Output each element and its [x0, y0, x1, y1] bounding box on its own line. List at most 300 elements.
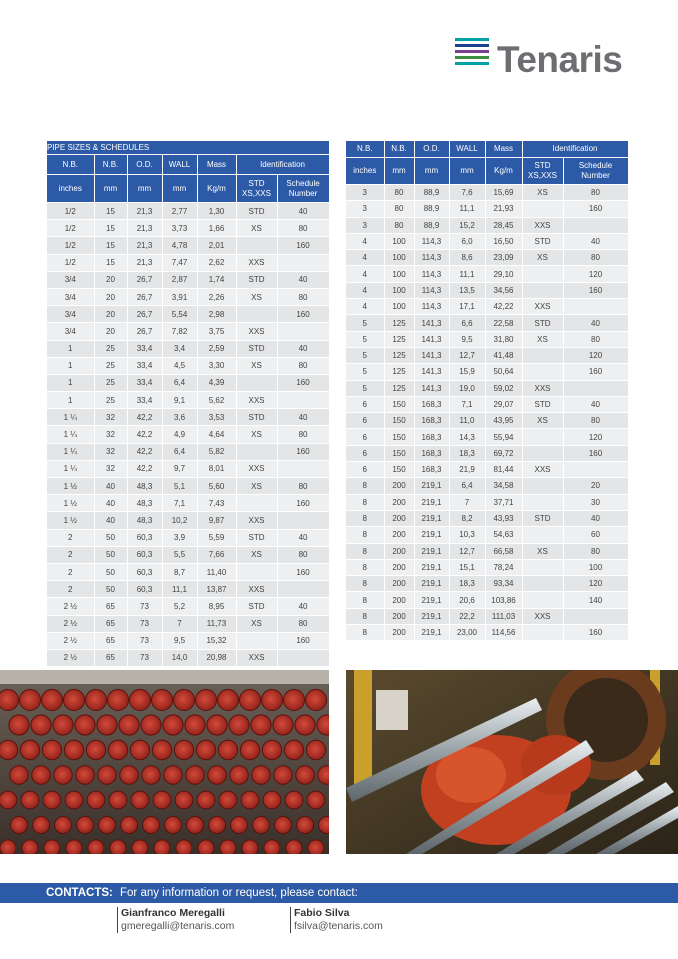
table-cell: 114,3	[414, 299, 449, 315]
table-cell: 141,3	[414, 347, 449, 363]
table-cell: 48,3	[127, 512, 162, 529]
table-cell: 60	[563, 527, 628, 543]
table-cell: 15,69	[485, 185, 522, 201]
pipe-end-cap	[87, 791, 105, 809]
table-cell: 219,1	[414, 625, 449, 641]
table-cell: 1/2	[47, 203, 94, 220]
table-cell: 3/4	[47, 323, 94, 340]
table-cell: 25	[94, 392, 127, 409]
table-cell: 100	[384, 233, 414, 249]
pipe-end-cap	[263, 791, 281, 809]
pipe-end-cap	[186, 766, 205, 785]
table-cell: 40	[563, 510, 628, 526]
table-cell: 80	[277, 220, 329, 237]
pipe-end-cap	[308, 840, 324, 854]
table-cell: 160	[277, 306, 329, 323]
pipe-end-cap	[240, 690, 261, 711]
photo-stacked-pipes	[0, 670, 329, 854]
col-header-mass: Mass	[485, 141, 522, 158]
table-cell: 219,1	[414, 559, 449, 575]
pipe-end-cap	[86, 690, 107, 711]
table-cell: 11,40	[197, 563, 236, 580]
table-cell: XXS	[522, 217, 563, 233]
table-cell	[277, 254, 329, 271]
unit-mm: mm	[127, 175, 162, 203]
unit-inches: inches	[346, 158, 384, 185]
table-cell: 88,9	[414, 217, 449, 233]
col-header-od: O.D.	[414, 141, 449, 158]
table-cell: 120	[563, 347, 628, 363]
table-cell: 11,1	[449, 266, 485, 282]
pipe-end-cap	[306, 740, 325, 759]
table-cell: 4,5	[162, 357, 197, 374]
table-cell: 6	[346, 462, 384, 478]
pipe-end-cap	[43, 791, 61, 809]
table-cell: 5,62	[197, 392, 236, 409]
table-cell: 15,1	[449, 559, 485, 575]
table-row	[346, 445, 628, 461]
table-cell: 5,2	[162, 598, 197, 615]
pipe-end-cap	[64, 740, 83, 759]
table-cell: 150	[384, 462, 414, 478]
table-cell: 2,59	[197, 340, 236, 357]
table-cell: 200	[384, 576, 414, 592]
pipe-end-cap	[219, 791, 237, 809]
pipe-end-cap	[44, 840, 60, 854]
table-cell: 168,3	[414, 445, 449, 461]
table-cell: 3,75	[197, 323, 236, 340]
table-cell: 200	[384, 625, 414, 641]
table-cell: 2,98	[197, 306, 236, 323]
pipe-end-cap	[131, 791, 149, 809]
table-cell: 7,1	[162, 495, 197, 512]
table-row	[47, 254, 329, 271]
table-cell: 103,86	[485, 592, 522, 608]
table-cell: 3	[346, 185, 384, 201]
table-row	[346, 413, 628, 429]
pipe-end-cap	[9, 715, 29, 735]
table-cell: 219,1	[414, 527, 449, 543]
table-cell: 80	[563, 185, 628, 201]
table-cell	[563, 608, 628, 624]
table-cell: 29,10	[485, 266, 522, 282]
table-cell	[236, 306, 277, 323]
table-cell: 78,24	[485, 559, 522, 575]
table-cell: 80	[277, 426, 329, 443]
pipe-end-cap	[284, 690, 305, 711]
table-cell: 2 ½	[47, 615, 94, 632]
table-row	[346, 364, 628, 380]
pipe-end-cap	[0, 740, 18, 759]
table-row	[346, 543, 628, 559]
table-cell: 219,1	[414, 478, 449, 494]
table-cell: 88,9	[414, 201, 449, 217]
pipe-end-cap	[198, 840, 214, 854]
table-cell: STD	[236, 340, 277, 357]
contact-email-link[interactable]: gmeregalli@tenaris.com	[121, 920, 235, 932]
table-row	[47, 237, 329, 254]
table-cell: 29,07	[485, 396, 522, 412]
pipe-end-cap	[108, 740, 127, 759]
unit-mm: mm	[384, 158, 414, 185]
table-cell: 5,59	[197, 529, 236, 546]
table-cell: 114,3	[414, 250, 449, 266]
table-cell: 1	[47, 357, 94, 374]
table-cell: 4,78	[162, 237, 197, 254]
pipe-end-cap	[209, 817, 226, 834]
pipe-end-cap	[262, 740, 281, 759]
subheader-schedule-number: Schedule Number	[277, 175, 329, 203]
table-cell: 60,3	[127, 581, 162, 598]
pipe-end-cap	[253, 817, 270, 834]
table-cell: 11,0	[449, 413, 485, 429]
table-cell: XS	[236, 478, 277, 495]
table-cell	[277, 512, 329, 529]
table-cell: 80	[277, 546, 329, 563]
table-cell: 15	[94, 254, 127, 271]
table-row	[47, 357, 329, 374]
table-cell: 7	[449, 494, 485, 510]
table-cell: 15	[94, 237, 127, 254]
table-cell: XS	[236, 220, 277, 237]
table-cell: XXS	[522, 462, 563, 478]
table-cell: 10,3	[449, 527, 485, 543]
table-cell	[522, 494, 563, 510]
table-cell: 20,98	[197, 649, 236, 666]
table-cell: 42,22	[485, 299, 522, 315]
table-cell: 114,3	[414, 233, 449, 249]
table-cell: 2 ½	[47, 598, 94, 615]
table-cell: 54,63	[485, 527, 522, 543]
contact-name: Fabio Silva	[294, 907, 350, 919]
table-cell: 26,7	[127, 306, 162, 323]
table-cell: STD	[236, 409, 277, 426]
pipe-end-cap	[208, 766, 227, 785]
col-header-od: O.D.	[127, 155, 162, 175]
table-cell: 168,3	[414, 429, 449, 445]
table-cell: 1	[47, 374, 94, 391]
table-cell: 200	[384, 559, 414, 575]
table-cell	[236, 495, 277, 512]
table-cell: 40	[94, 495, 127, 512]
pipe-end-cap	[130, 690, 151, 711]
table-cell	[236, 374, 277, 391]
table-cell: 65	[94, 598, 127, 615]
pipe-end-cap	[55, 817, 72, 834]
table-cell: 40	[277, 529, 329, 546]
table-cell: 20	[94, 288, 127, 305]
table-cell: 8	[346, 625, 384, 641]
table-cell: 1,74	[197, 271, 236, 288]
table-cell: 5	[346, 315, 384, 331]
pipe-end-cap	[130, 740, 149, 759]
table-cell: 31,80	[485, 331, 522, 347]
table-cell: 2	[47, 546, 94, 563]
table-cell: 1 ¼	[47, 409, 94, 426]
table-cell: 160	[563, 282, 628, 298]
pipe-end-cap	[99, 817, 116, 834]
table-cell: 3,53	[197, 409, 236, 426]
table-cell: 120	[563, 266, 628, 282]
table-row	[47, 460, 329, 477]
table-cell: 1	[47, 340, 94, 357]
pipe-end-cap	[121, 817, 138, 834]
table-row	[346, 429, 628, 445]
table-row	[47, 546, 329, 563]
table-cell: 8	[346, 527, 384, 543]
contact-email-link[interactable]: fsilva@tenaris.com	[294, 920, 383, 932]
table-cell: 6	[346, 413, 384, 429]
pipe-end-cap	[231, 817, 248, 834]
table-cell: XXS	[236, 649, 277, 666]
table-cell: 141,3	[414, 315, 449, 331]
table-cell: 168,3	[414, 396, 449, 412]
pipe-end-cap	[0, 791, 17, 809]
tenaris-logo	[455, 36, 635, 84]
table-cell: 1,30	[197, 203, 236, 220]
table-cell: 1/2	[47, 237, 94, 254]
pipe-end-cap	[53, 715, 73, 735]
table-cell: 15,32	[197, 632, 236, 649]
table-cell: 15	[94, 220, 127, 237]
table-cell: 7,82	[162, 323, 197, 340]
table-cell: 81,44	[485, 462, 522, 478]
pipe-end-cap	[187, 817, 204, 834]
unit-mm: mm	[94, 175, 127, 203]
table-cell: 33,4	[127, 374, 162, 391]
table-cell: 11,73	[197, 615, 236, 632]
table-cell: 18,3	[449, 445, 485, 461]
tenaris-logo-mark	[455, 38, 489, 68]
table-cell: 100	[384, 282, 414, 298]
table-cell: 11,1	[162, 581, 197, 598]
pipe-end-cap	[119, 715, 139, 735]
table-cell: 150	[384, 429, 414, 445]
table-cell: 80	[277, 288, 329, 305]
table-cell: 200	[384, 494, 414, 510]
pipe-end-cap	[141, 715, 161, 735]
table-cell: 3/4	[47, 271, 94, 288]
table-cell: 40	[94, 512, 127, 529]
table-cell: 8	[346, 576, 384, 592]
table-cell: 33,4	[127, 357, 162, 374]
table-row	[47, 649, 329, 666]
table-row	[47, 495, 329, 512]
table-cell: 200	[384, 608, 414, 624]
table-cell: 40	[563, 233, 628, 249]
col-header-wall: WALL	[162, 155, 197, 175]
table-row	[47, 615, 329, 632]
unit-kgm: Kg/m	[485, 158, 522, 185]
table-cell: 160	[277, 237, 329, 254]
table-cell: 20,6	[449, 592, 485, 608]
table-cell: 8	[346, 510, 384, 526]
table-row	[346, 462, 628, 478]
stacked-pipes-image	[0, 670, 329, 854]
pipe-end-cap	[251, 715, 271, 735]
table-row	[47, 563, 329, 580]
pipe-end-cap	[20, 690, 41, 711]
table-cell: 200	[384, 510, 414, 526]
table-cell: STD	[236, 271, 277, 288]
table-cell	[277, 649, 329, 666]
table-cell: 65	[94, 615, 127, 632]
table-cell: 4,9	[162, 426, 197, 443]
pipe-end-cap	[64, 690, 85, 711]
table-cell: 21,93	[485, 201, 522, 217]
table-cell: 73	[127, 615, 162, 632]
table-cell: 3,4	[162, 340, 197, 357]
pipe-end-cap	[33, 817, 50, 834]
pipe-sizes-table-left	[47, 141, 330, 667]
table-row	[47, 374, 329, 391]
table-cell: 1 ½	[47, 495, 94, 512]
table-cell: STD	[522, 396, 563, 412]
pipe-end-cap	[307, 791, 325, 809]
table-cell: XS	[236, 426, 277, 443]
table-cell: 8,01	[197, 460, 236, 477]
contact-card	[117, 907, 234, 933]
table-cell: 14,0	[162, 649, 197, 666]
table-cell: 160	[563, 445, 628, 461]
table-cell: 5,1	[162, 478, 197, 495]
pipe-end-cap	[197, 791, 215, 809]
table-cell: 9,87	[197, 512, 236, 529]
pipe-end-cap	[152, 690, 173, 711]
table-cell	[522, 559, 563, 575]
table-cell: 8	[346, 559, 384, 575]
photo-pipe-machinery	[346, 670, 678, 854]
table-row	[47, 340, 329, 357]
table-cell: 26,7	[127, 323, 162, 340]
table-cell: 4	[346, 250, 384, 266]
pipe-end-cap	[163, 715, 183, 735]
pipe-end-cap	[20, 740, 39, 759]
table-cell: 9,1	[162, 392, 197, 409]
table-row	[47, 392, 329, 409]
table-cell: 48,3	[127, 495, 162, 512]
table-cell: XS	[522, 413, 563, 429]
table-cell: 168,3	[414, 413, 449, 429]
table-cell: 5	[346, 380, 384, 396]
table-cell: XS	[522, 331, 563, 347]
pipe-end-cap	[109, 791, 127, 809]
table-cell: 42,2	[127, 460, 162, 477]
table-cell	[522, 527, 563, 543]
table-cell: 43,95	[485, 413, 522, 429]
table-cell: 40	[277, 271, 329, 288]
subheader-std-xs-xxs: STD XS,XXS	[522, 158, 563, 185]
table-cell: 7	[162, 615, 197, 632]
pipe-end-cap	[196, 740, 215, 759]
table-body	[346, 185, 628, 641]
table-cell	[563, 380, 628, 396]
table-row	[346, 347, 628, 363]
contacts-label: CONTACTS:	[46, 887, 113, 899]
table-title: PIPE SIZES & SCHEDULES	[47, 141, 329, 155]
table-cell: 21,3	[127, 203, 162, 220]
table-cell: 37,71	[485, 494, 522, 510]
table-cell: 25	[94, 357, 127, 374]
table-cell: 5,60	[197, 478, 236, 495]
table-cell	[236, 237, 277, 254]
table-cell: 25	[94, 340, 127, 357]
pipe-end-cap	[108, 690, 129, 711]
table-cell	[277, 581, 329, 598]
table-row	[47, 203, 329, 220]
table-cell: 26,7	[127, 271, 162, 288]
table-cell: STD	[522, 510, 563, 526]
table-row	[47, 529, 329, 546]
table-row	[346, 201, 628, 217]
table-cell: 219,1	[414, 608, 449, 624]
table-cell: 114,3	[414, 282, 449, 298]
table-cell: 80	[384, 217, 414, 233]
pipe-end-cap	[76, 766, 95, 785]
table-cell: 1/2	[47, 220, 94, 237]
table-cell: 80	[563, 250, 628, 266]
pipe-end-cap	[174, 740, 193, 759]
pipe-end-cap	[88, 840, 104, 854]
table-cell: 13,5	[449, 282, 485, 298]
pipe-end-cap	[242, 840, 258, 854]
subheader-schedule-number: Schedule Number	[563, 158, 628, 185]
table-cell: 60,3	[127, 546, 162, 563]
pipe-end-cap	[229, 715, 249, 735]
table-cell: 1 ½	[47, 512, 94, 529]
table-cell: 140	[563, 592, 628, 608]
pipe-end-cap	[174, 690, 195, 711]
table-cell: 7,1	[449, 396, 485, 412]
table-cell: 2,26	[197, 288, 236, 305]
table-cell: 160	[563, 201, 628, 217]
table-cell: 80	[277, 615, 329, 632]
table-cell: 2,87	[162, 271, 197, 288]
pipe-end-cap	[164, 766, 183, 785]
pipe-end-cap	[0, 690, 19, 711]
table-cell: 80	[384, 201, 414, 217]
pipe-end-cap	[297, 817, 314, 834]
table-cell: 65	[94, 649, 127, 666]
table-cell: 160	[277, 374, 329, 391]
table-cell: 19,0	[449, 380, 485, 396]
table-cell: 2	[47, 529, 94, 546]
table-cell: 41,48	[485, 347, 522, 363]
table-cell: XXS	[522, 380, 563, 396]
pipe-end-cap	[252, 766, 271, 785]
pipe-end-cap	[110, 840, 126, 854]
table-cell: 20	[94, 271, 127, 288]
pipe-end-cap	[286, 840, 302, 854]
pipe-end-cap	[22, 840, 38, 854]
table-cell: 3/4	[47, 288, 94, 305]
table-cell: 9,7	[162, 460, 197, 477]
table-cell: 125	[384, 331, 414, 347]
pipe-end-cap	[11, 817, 28, 834]
table-cell: 3,73	[162, 220, 197, 237]
table-cell	[277, 392, 329, 409]
table-cell: 8	[346, 478, 384, 494]
col-header-identification: Identification	[522, 141, 628, 158]
table-row	[346, 380, 628, 396]
table-cell	[522, 282, 563, 298]
subheader-std-xs-xxs: STD XS,XXS	[236, 175, 277, 203]
pipe-end-cap	[153, 791, 171, 809]
pipe-sizes-table-right	[346, 141, 629, 641]
table-cell: 40	[563, 315, 628, 331]
pipe-end-cap	[86, 740, 105, 759]
table-cell	[236, 443, 277, 460]
